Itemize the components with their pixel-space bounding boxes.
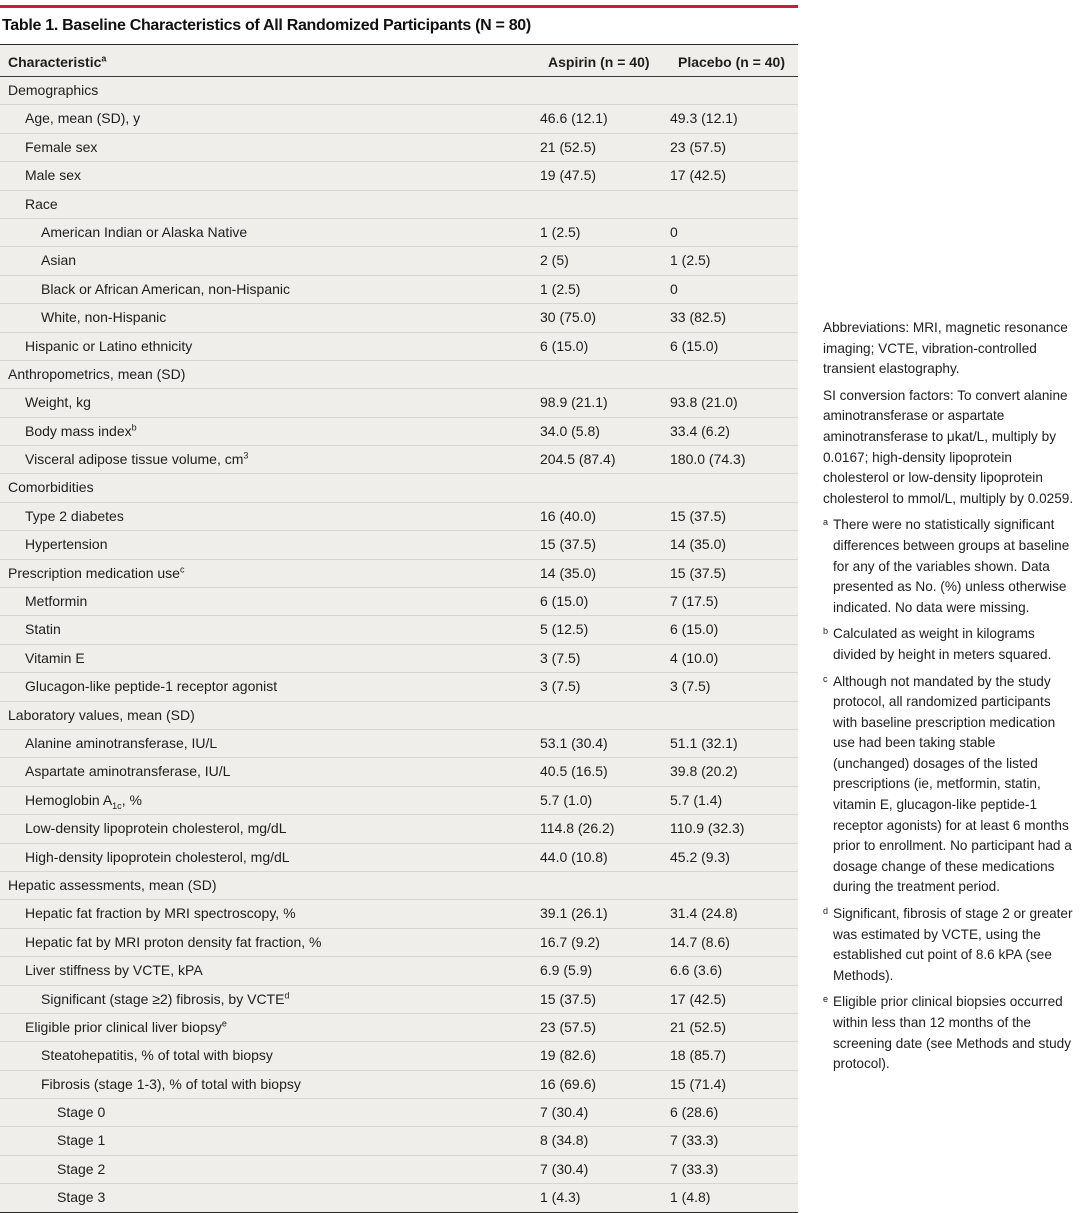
row-label-text: Anthropometrics, mean (SD) bbox=[8, 365, 186, 382]
row-label-text: Liver stiffness by VCTE, kPA bbox=[25, 962, 203, 979]
cell-aspirin: 114.8 (26.2) bbox=[540, 820, 615, 837]
cell-placebo: 7 (33.3) bbox=[670, 1132, 719, 1149]
cell-aspirin: 3 (7.5) bbox=[540, 678, 581, 695]
table-row bbox=[0, 276, 798, 304]
row-label-text: Asian bbox=[41, 252, 77, 269]
table-row bbox=[0, 1042, 798, 1070]
cell-aspirin: 204.5 (87.4) bbox=[540, 451, 616, 468]
header-placebo: Placebo (n = 40) bbox=[678, 54, 785, 70]
footnote-mark: d bbox=[823, 906, 829, 917]
row-label bbox=[0, 247, 540, 274]
row-label bbox=[0, 1042, 540, 1069]
table-row bbox=[0, 929, 798, 957]
cell-aspirin: 1 (4.3) bbox=[540, 1189, 581, 1206]
row-label-text: High-density lipoprotein cholesterol, mg/dL bbox=[25, 848, 290, 865]
row-label bbox=[0, 787, 540, 814]
table-row bbox=[0, 872, 798, 900]
cell-placebo: 45.2 (9.3) bbox=[670, 848, 730, 865]
footnote-c bbox=[823, 672, 1075, 899]
row-label-text: Fibrosis (stage 1-3), % of total with biopsy bbox=[41, 1075, 301, 1092]
row-label-text: Age, mean (SD), y bbox=[25, 110, 141, 127]
footnote-text: Calculated as weight in kilograms divided by height in meters squared. bbox=[833, 626, 1052, 662]
cell-placebo: 1 (4.8) bbox=[670, 1189, 711, 1206]
row-label bbox=[0, 758, 540, 785]
table-row bbox=[0, 503, 798, 531]
row-label-text: Hepatic assessments, mean (SD) bbox=[8, 876, 217, 893]
row-label bbox=[0, 588, 540, 615]
header-aspirin: Aspirin (n = 40) bbox=[548, 54, 650, 70]
table-row bbox=[0, 616, 798, 644]
row-label bbox=[0, 219, 540, 246]
row-label-text: Stage 2 bbox=[57, 1160, 106, 1177]
cell-placebo bbox=[670, 872, 798, 899]
cell-placebo: 23 (57.5) bbox=[670, 138, 727, 155]
table-row bbox=[0, 418, 798, 446]
cell-placebo bbox=[670, 474, 798, 501]
table-row bbox=[0, 702, 798, 730]
footnote-mark: c bbox=[823, 673, 828, 684]
cell-aspirin: 98.9 (21.1) bbox=[540, 394, 608, 411]
footnote-text: Significant, fibrosis of stage 2 or greater was estimated by VCTE, using the established cut point of 8.6 kPA (see Methods). bbox=[833, 906, 1073, 983]
cell-placebo: 14 (35.0) bbox=[670, 536, 727, 553]
row-label-text: White, non-Hispanic bbox=[41, 309, 167, 326]
cell-placebo: 39.8 (20.2) bbox=[670, 763, 738, 780]
cell-placebo: 1 (2.5) bbox=[670, 252, 711, 269]
cell-placebo: 110.9 (32.3) bbox=[670, 820, 745, 837]
table-row bbox=[0, 1071, 798, 1099]
row-label-text: Male sex bbox=[25, 167, 82, 184]
row-label-sup: d bbox=[284, 989, 290, 1000]
row-label-text: Body mass index bbox=[25, 422, 132, 439]
cell-placebo: 93.8 (21.0) bbox=[670, 394, 738, 411]
row-label-text: Metformin bbox=[25, 593, 88, 610]
table-row bbox=[0, 219, 798, 247]
footnotes-list bbox=[823, 515, 1075, 1074]
cell-aspirin: 6 (15.0) bbox=[540, 337, 589, 354]
footnote-mark: e bbox=[823, 994, 829, 1005]
row-label bbox=[0, 418, 540, 445]
row-label-text: Alanine aminotransferase, IU/L bbox=[25, 734, 218, 751]
table-row bbox=[0, 1184, 798, 1211]
row-label-text: Stage 1 bbox=[57, 1132, 106, 1149]
cell-placebo: 0 bbox=[670, 223, 678, 240]
row-label bbox=[0, 616, 540, 643]
cell-aspirin bbox=[540, 191, 670, 218]
cell-placebo: 6.6 (3.6) bbox=[670, 962, 723, 979]
row-label-text: Hypertension bbox=[25, 536, 108, 553]
row-label bbox=[0, 929, 540, 956]
cell-aspirin: 46.6 (12.1) bbox=[540, 110, 608, 127]
header-characteristic bbox=[0, 49, 548, 76]
cell-placebo: 15 (37.5) bbox=[670, 564, 727, 581]
cell-aspirin: 21 (52.5) bbox=[540, 138, 597, 155]
table-body bbox=[0, 77, 798, 1212]
cell-placebo: 17 (42.5) bbox=[670, 990, 727, 1007]
row-label bbox=[0, 503, 540, 530]
cell-aspirin: 40.5 (16.5) bbox=[540, 763, 608, 780]
baseline-table bbox=[0, 5, 798, 1213]
table-row bbox=[0, 1156, 798, 1184]
cell-placebo bbox=[670, 361, 798, 388]
table-row bbox=[0, 787, 798, 815]
row-label-text: Prescription medication use bbox=[8, 564, 180, 581]
row-label-text: Steatohepatitis, % of total with biopsy bbox=[41, 1047, 273, 1064]
row-label bbox=[0, 134, 540, 161]
footnote-text: Eligible prior clinical biopsies occurred within less than 12 months of the screening date (see Methods and study protocol). bbox=[833, 994, 1072, 1072]
footnote-mark: b bbox=[823, 626, 829, 637]
cell-placebo: 31.4 (24.8) bbox=[670, 905, 738, 922]
row-label-text: Statin bbox=[25, 621, 61, 638]
cell-placebo: 7 (33.3) bbox=[670, 1160, 719, 1177]
table-row bbox=[0, 1099, 798, 1127]
cell-placebo: 21 (52.5) bbox=[670, 1018, 727, 1035]
cell-placebo: 6 (15.0) bbox=[670, 337, 719, 354]
cell-aspirin: 44.0 (10.8) bbox=[540, 848, 608, 865]
cell-placebo: 51.1 (32.1) bbox=[670, 734, 738, 751]
cell-placebo: 7 (17.5) bbox=[670, 593, 719, 610]
footnote-b bbox=[823, 624, 1075, 665]
row-label-text: Glucagon-like peptide-1 receptor agonist bbox=[25, 678, 278, 695]
cell-aspirin: 15 (37.5) bbox=[540, 536, 597, 553]
cell-placebo bbox=[670, 191, 798, 218]
row-label-text: Visceral adipose tissue volume, cm bbox=[25, 451, 244, 468]
table-row bbox=[0, 304, 798, 332]
table-row bbox=[0, 162, 798, 190]
cell-aspirin: 16 (69.6) bbox=[540, 1075, 597, 1092]
cell-aspirin: 39.1 (26.1) bbox=[540, 905, 608, 922]
table-row bbox=[0, 389, 798, 417]
cell-placebo: 33.4 (6.2) bbox=[670, 422, 730, 439]
cell-aspirin: 7 (30.4) bbox=[540, 1104, 589, 1121]
table-row bbox=[0, 474, 798, 502]
cell-placebo: 33 (82.5) bbox=[670, 309, 727, 326]
footnote-d bbox=[823, 904, 1075, 986]
cell-aspirin: 5 (12.5) bbox=[540, 621, 589, 638]
cell-placebo bbox=[670, 702, 798, 729]
row-label bbox=[0, 645, 540, 672]
cell-placebo: 0 bbox=[670, 280, 678, 297]
row-label-sup: 3 bbox=[243, 450, 249, 461]
row-label bbox=[0, 1127, 540, 1154]
cell-aspirin: 8 (34.8) bbox=[540, 1132, 589, 1149]
row-label bbox=[0, 872, 540, 899]
cell-placebo: 5.7 (1.4) bbox=[670, 791, 723, 808]
row-label bbox=[0, 474, 540, 501]
row-label bbox=[0, 900, 540, 927]
row-label bbox=[0, 730, 540, 757]
row-label bbox=[0, 702, 540, 729]
row-label-text: Type 2 diabetes bbox=[25, 507, 124, 524]
cell-placebo bbox=[670, 77, 798, 104]
cell-aspirin bbox=[540, 474, 670, 501]
row-label-suffix: , % bbox=[121, 791, 142, 808]
cell-aspirin: 16 (40.0) bbox=[540, 507, 597, 524]
table-row bbox=[0, 986, 798, 1014]
cell-aspirin: 6.9 (5.9) bbox=[540, 962, 593, 979]
row-label-text: Hepatic fat by MRI proton density fat fraction, % bbox=[25, 933, 322, 950]
row-label bbox=[0, 446, 540, 473]
table-row bbox=[0, 134, 798, 162]
abbreviations-note: Abbreviations: MRI, magnetic resonance imaging; VCTE, vibration-controlled transient elastography. bbox=[823, 320, 1068, 377]
row-label bbox=[0, 673, 540, 700]
row-label bbox=[0, 957, 540, 984]
header-characteristic-text: Characteristic bbox=[8, 54, 102, 70]
cell-placebo: 180.0 (74.3) bbox=[670, 451, 746, 468]
row-label bbox=[0, 162, 540, 189]
table-panel bbox=[0, 44, 798, 1213]
row-label bbox=[0, 77, 540, 104]
table-row bbox=[0, 758, 798, 786]
row-label bbox=[0, 815, 540, 842]
table-row bbox=[0, 560, 798, 588]
cell-aspirin: 15 (37.5) bbox=[540, 990, 597, 1007]
table-row bbox=[0, 900, 798, 928]
cell-aspirin: 6 (15.0) bbox=[540, 593, 589, 610]
cell-placebo: 6 (15.0) bbox=[670, 621, 719, 638]
row-label bbox=[0, 276, 540, 303]
row-label-sup: e bbox=[221, 1018, 227, 1029]
cell-placebo: 18 (85.7) bbox=[670, 1047, 727, 1064]
table-row bbox=[0, 333, 798, 361]
cell-aspirin: 1 (2.5) bbox=[540, 223, 581, 240]
cell-placebo: 4 (10.0) bbox=[670, 649, 719, 666]
cell-aspirin: 30 (75.0) bbox=[540, 309, 597, 326]
row-label-text: Weight, kg bbox=[25, 394, 91, 411]
row-label-text: Female sex bbox=[25, 138, 98, 155]
cell-aspirin: 5.7 (1.0) bbox=[540, 791, 593, 808]
table-row bbox=[0, 730, 798, 758]
row-label-text: Hemoglobin A bbox=[25, 791, 113, 808]
row-label-sup: c bbox=[179, 563, 185, 574]
table-row bbox=[0, 105, 798, 133]
row-label-text: Vitamin E bbox=[25, 649, 85, 666]
cell-aspirin bbox=[540, 702, 670, 729]
row-label bbox=[0, 105, 540, 132]
row-label bbox=[0, 1014, 540, 1041]
cell-aspirin bbox=[540, 872, 670, 899]
cell-placebo: 15 (71.4) bbox=[670, 1075, 727, 1092]
cell-aspirin: 34.0 (5.8) bbox=[540, 422, 600, 439]
row-label-text: Hispanic or Latino ethnicity bbox=[25, 337, 193, 354]
row-label bbox=[0, 191, 540, 218]
row-label-text: Significant (stage ≥2) fibrosis, by VCTE bbox=[41, 990, 285, 1007]
row-label-text: Comorbidities bbox=[8, 479, 94, 496]
table-row bbox=[0, 645, 798, 673]
table-row bbox=[0, 361, 798, 389]
footnote-text: There were no statistically significant differences between groups at baseline for any of the variables shown. Data presented as No. (%) unless otherwise indicated. No data were missing. bbox=[833, 517, 1070, 615]
table-row bbox=[0, 247, 798, 275]
cell-aspirin: 14 (35.0) bbox=[540, 564, 597, 581]
cell-aspirin: 23 (57.5) bbox=[540, 1018, 597, 1035]
table-row bbox=[0, 531, 798, 559]
row-label-text: Demographics bbox=[8, 82, 99, 98]
cell-aspirin: 3 (7.5) bbox=[540, 649, 581, 666]
cell-aspirin: 7 (30.4) bbox=[540, 1160, 589, 1177]
cell-aspirin: 19 (82.6) bbox=[540, 1047, 597, 1064]
cell-aspirin bbox=[540, 361, 670, 388]
table-row bbox=[0, 446, 798, 474]
row-label-sub: 1c bbox=[112, 800, 122, 811]
row-label bbox=[0, 1184, 540, 1211]
row-label-text: Low-density lipoprotein cholesterol, mg/dL bbox=[25, 820, 287, 837]
cell-aspirin bbox=[540, 77, 670, 104]
row-label-sup: b bbox=[131, 422, 137, 433]
table-row bbox=[0, 1127, 798, 1155]
table-title: Table 1. Baseline Characteristics of All Randomized Participants (N = 80) bbox=[2, 17, 531, 34]
table-notes bbox=[823, 318, 1075, 1081]
cell-aspirin: 1 (2.5) bbox=[540, 280, 581, 297]
cell-placebo: 17 (42.5) bbox=[670, 167, 727, 184]
cell-aspirin: 19 (47.5) bbox=[540, 167, 597, 184]
table-row bbox=[0, 191, 798, 219]
row-label bbox=[0, 1156, 540, 1183]
row-label bbox=[0, 986, 540, 1013]
row-label bbox=[0, 389, 540, 416]
cell-placebo: 3 (7.5) bbox=[670, 678, 711, 695]
row-label-text: Black or African American, non-Hispanic bbox=[41, 280, 290, 297]
row-label-text: Race bbox=[25, 195, 58, 212]
row-label bbox=[0, 844, 540, 871]
row-label bbox=[0, 1099, 540, 1126]
row-label-text: American Indian or Alaska Native bbox=[41, 223, 248, 240]
row-label-text: Hepatic fat fraction by MRI spectroscopy, % bbox=[25, 905, 296, 922]
cell-aspirin: 16.7 (9.2) bbox=[540, 933, 600, 950]
footnote-text: Although not mandated by the study protocol, all randomized participants with baseline prescription medication use had been taking stable (unchanged) dosages of the listed prescriptions (ie, metformin, statin, vitamin E, glucagon-like peptide-1 receptor agonists) for at least 6 months prior to enrollment. No participant had a dosage change of these medications during the treatment period. bbox=[833, 673, 1072, 895]
table-row bbox=[0, 957, 798, 985]
row-label-text: Laboratory values, mean (SD) bbox=[8, 706, 195, 723]
cell-aspirin: 2 (5) bbox=[540, 252, 569, 269]
row-label bbox=[0, 333, 540, 360]
cell-aspirin: 53.1 (30.4) bbox=[540, 734, 608, 751]
row-label bbox=[0, 560, 540, 587]
row-label-text: Stage 3 bbox=[57, 1189, 106, 1206]
table-row bbox=[0, 1014, 798, 1042]
row-label bbox=[0, 361, 540, 388]
row-label-text: Stage 0 bbox=[57, 1104, 106, 1121]
footnote-e bbox=[823, 992, 1075, 1074]
row-label-text: Aspartate aminotransferase, IU/L bbox=[25, 763, 231, 780]
footnote-mark: a bbox=[823, 517, 829, 528]
table-row bbox=[0, 815, 798, 843]
cell-placebo: 15 (37.5) bbox=[670, 507, 727, 524]
header-characteristic-sup: a bbox=[101, 53, 107, 64]
row-label bbox=[0, 531, 540, 558]
row-label bbox=[0, 304, 540, 331]
si-conversion-note: SI conversion factors: To convert alanine aminotransferase or aspartate aminotransferase to μkat/L, multiply by 0.0167; high-density lipoprotein cholesterol or low-density lipoprotein cholesterol to mmol/L, multiply by 0.0259. bbox=[823, 387, 1074, 506]
cell-placebo: 14.7 (8.6) bbox=[670, 933, 730, 950]
table-row bbox=[0, 673, 798, 701]
cell-placebo: 6 (28.6) bbox=[670, 1104, 719, 1121]
row-label bbox=[0, 1071, 540, 1098]
table-row bbox=[0, 844, 798, 872]
table-header bbox=[0, 49, 798, 77]
table-row bbox=[0, 77, 798, 105]
footnote-a bbox=[823, 515, 1075, 618]
cell-placebo: 49.3 (12.1) bbox=[670, 110, 738, 127]
table-row bbox=[0, 588, 798, 616]
row-label-text: Eligible prior clinical liver biopsy bbox=[25, 1018, 222, 1035]
